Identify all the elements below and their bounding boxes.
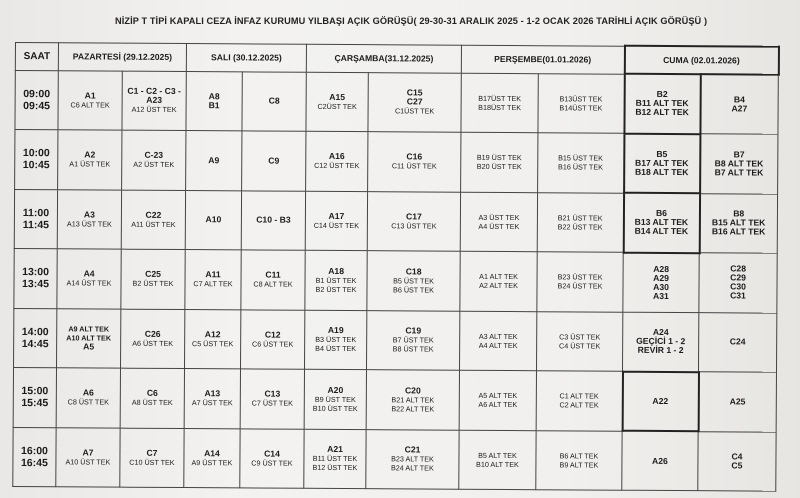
cell-sub-label: C30 — [730, 281, 746, 292]
cell-sub-label: C6 ALT TEK — [70, 100, 110, 110]
schedule-cell — [700, 134, 778, 194]
cell-sub-label: B12 ALT TEK — [635, 107, 689, 118]
time-slot-row — [13, 427, 776, 491]
schedule-cell — [58, 130, 122, 190]
cell-main-label: A7 — [82, 447, 94, 458]
cell-sub-label: B14ÜST TEK — [559, 103, 603, 113]
cell-main-label: B4 — [733, 94, 745, 105]
cell-sub-label: B11 ÜST TEK — [312, 454, 358, 464]
schedule-cell — [186, 131, 242, 191]
schedule-cell — [367, 251, 460, 311]
cell-sub-label: C8 ÜST TEK — [67, 397, 109, 407]
cell-main-label: A3 ÜST TEK — [478, 212, 520, 222]
cell-main-label: C8 — [268, 95, 280, 106]
header-day: PAZARTESİ (29.12.2025) — [58, 42, 186, 71]
cell-sub-label: B21 ALT TEK — [391, 395, 435, 405]
schedule-cell — [186, 71, 242, 131]
schedule-cell — [305, 250, 367, 310]
cell-main-label: C15 — [406, 87, 423, 98]
schedule-cell — [624, 133, 700, 193]
schedule-cell — [366, 429, 459, 489]
schedule-cell — [242, 131, 306, 191]
cell-sub-label: B3 ÜST TEK — [315, 335, 357, 345]
cell-main-label: C4 — [731, 451, 743, 462]
schedule-cell — [623, 312, 699, 372]
cell-sub-label: B10 ALT TEK — [476, 459, 519, 469]
cell-main-label: A4 — [83, 268, 95, 279]
cell-sub-label: C7 ALT TEK — [193, 279, 233, 289]
schedule-cell — [537, 311, 623, 371]
cell-sub-label: C5 ÜST TEK — [191, 338, 234, 349]
schedule-cell — [367, 191, 460, 251]
cell-sub-label: B11 ALT TEK — [635, 98, 689, 109]
cell-main-label: C19 — [405, 325, 422, 336]
cell-sub-label: A10 ALT TEK — [66, 333, 112, 343]
schedule-cell — [240, 369, 304, 429]
schedule-cell — [56, 368, 120, 428]
schedule-cell — [459, 370, 536, 430]
cell-sub-label: B8 ÜST TEK — [392, 344, 434, 354]
schedule-cell — [623, 252, 699, 312]
time-slot-row — [15, 70, 778, 134]
start-time: 15:00 — [21, 385, 49, 398]
schedule-cell — [57, 189, 121, 249]
time-slot-row — [14, 189, 777, 253]
cell-main-label: A5 ALT TEK — [478, 391, 518, 401]
cell-sub-label: B6 ÜST TEK — [393, 285, 434, 295]
cell-sub-label: C2ÜST TEK — [317, 101, 357, 111]
cell-main-label: A9 ALT TEK — [68, 324, 110, 334]
header-day: ÇARŞAMBA(31.12.2025) — [306, 44, 461, 73]
schedule-cell — [622, 371, 698, 431]
cell-sub-label: C4 ÜST TEK — [558, 341, 601, 351]
visit-schedule-table — [12, 41, 779, 492]
schedule-cell — [240, 428, 304, 488]
schedule-cell — [122, 71, 186, 131]
cell-main-label: B2 — [656, 89, 668, 100]
cell-main-label: C28 — [730, 263, 747, 274]
document-title: NİZİP T TİPİ KAPALI CEZA İNFAZ KURUMU YILBAŞI AÇIK GÖRÜŞÜ( 29-30-31 ARALIK 2025 - 1-2 OCAK 2026 TARİHLİ AÇIK GÖRÜŞÜ ) — [115, 16, 708, 26]
cell-main-label: C1 - C2 - C3 - — [127, 85, 181, 97]
cell-main-label: A15 — [329, 91, 346, 102]
cell-main-label: A17 — [328, 210, 345, 221]
schedule-cell — [460, 251, 537, 311]
start-time: 16:00 — [21, 444, 48, 457]
time-slot-row — [15, 130, 778, 194]
schedule-cell — [120, 428, 184, 488]
schedule-cell — [121, 249, 185, 309]
cell-sub-label: C6 ÜST TEK — [251, 339, 294, 349]
cell-sub-label: B22 ALT TEK — [391, 404, 435, 414]
cell-sub-label: C11 ÜST TEK — [391, 161, 437, 171]
schedule-cell — [699, 253, 777, 313]
cell-sub-label: B7 ALT TEK — [714, 167, 764, 178]
cell-main-label: A26 — [652, 455, 668, 466]
cell-main-label: B8 — [733, 208, 745, 219]
cell-main-label: B7 — [733, 149, 745, 160]
start-time: 09:00 — [23, 87, 51, 100]
cell-main-label: A11 — [205, 269, 221, 280]
schedule-cell — [120, 368, 184, 428]
cell-main-label: B13ÜST TEK — [559, 94, 603, 104]
schedule-cell — [699, 193, 777, 253]
cell-sub-label: B24 ÜST TEK — [557, 281, 603, 291]
cell-sub-label: A1 ÜST TEK — [69, 159, 111, 169]
cell-sub-label: B23 ALT TEK — [391, 454, 434, 464]
cell-sub-label: B13 ALT TEK — [634, 217, 689, 228]
cell-sub-label: A23 — [146, 95, 163, 106]
header-day: SALI (30.12.2025) — [186, 43, 306, 72]
cell-main-label: A19 — [327, 325, 344, 336]
cell-sub-label: B14 ALT TEK — [634, 226, 689, 237]
cell-main-label: A18 — [328, 265, 345, 276]
cell-sub-label: A29 — [653, 272, 669, 283]
cell-main-label: A25 — [729, 396, 746, 407]
schedule-cell — [460, 192, 537, 252]
time-slot-row — [14, 248, 777, 312]
schedule-cell — [305, 191, 367, 251]
cell-main-label: A2 — [84, 149, 96, 160]
cell-main-label: B19 ÜST TEK — [476, 153, 522, 163]
cell-sub-label: A30 — [653, 281, 669, 292]
header-day: PERŞEMBE(01.01.2026) — [461, 45, 624, 74]
schedule-cell — [622, 431, 698, 491]
end-time: 14:45 — [21, 337, 49, 350]
cell-main-label: C9 — [268, 155, 280, 166]
cell-main-label: B6 ALT TEK — [559, 451, 599, 461]
cell-sub-label: C27 — [406, 96, 423, 107]
cell-main-label: C21 — [404, 444, 421, 455]
cell-main-label: A12 — [204, 328, 221, 340]
cell-main-label: C10 - B3 — [256, 214, 291, 225]
cell-sub-label: B24 ALT TEK — [390, 463, 434, 473]
cell-sub-label: B18 ALT TEK — [634, 166, 689, 177]
cell-main-label: B23 ÜST TEK — [557, 272, 603, 282]
schedule-cell — [57, 308, 121, 368]
schedule-cell — [367, 310, 460, 370]
schedule-cell — [184, 369, 240, 429]
cell-main-label: C11 — [265, 269, 281, 280]
header-day: CUMA (02.01.2026) — [624, 46, 778, 75]
schedule-cell — [698, 431, 776, 491]
cell-main-label: A16 — [328, 151, 345, 162]
cell-sub-label: A13 ÜST TEK — [66, 219, 112, 229]
cell-sub-label: A6 ALT TEK — [478, 400, 518, 410]
end-time: 10:45 — [22, 159, 50, 172]
schedule-cell — [698, 372, 776, 432]
cell-main-label: B6 — [655, 208, 668, 219]
cell-sub-label: B22 ÜST TEK — [557, 222, 603, 232]
cell-main-label: C-23 — [144, 150, 164, 161]
cell-main-label: C26 — [144, 328, 161, 339]
cell-main-label: A14 — [204, 447, 220, 459]
cell-main-label: A1 — [84, 90, 96, 101]
schedule-cell — [538, 133, 624, 193]
end-time: 11:45 — [22, 218, 50, 231]
cell-sub-label: GEÇİCİ 1 - 2 — [636, 335, 686, 347]
cell-main-label: A28 — [653, 263, 670, 274]
time-cell — [15, 70, 58, 130]
cell-main-label: A10 — [205, 214, 222, 225]
cell-sub-label: B20 ÜST TEK — [476, 162, 522, 172]
cell-main-label: C22 — [145, 209, 162, 220]
cell-main-label: C25 — [145, 269, 161, 280]
schedule-cell — [459, 430, 536, 490]
cell-sub-label: A31 — [653, 290, 669, 301]
end-time: 09:45 — [23, 99, 51, 112]
cell-sub-label: A27 — [731, 103, 748, 114]
cell-main-label: A22 — [652, 395, 669, 406]
start-time: 10:00 — [22, 147, 50, 160]
cell-sub-label: C14 ÜST TEK — [313, 220, 360, 230]
cell-main-label: B5 ALT TEK — [478, 450, 517, 460]
cell-main-label: C13 — [264, 388, 281, 399]
cell-main-label: C16 — [406, 151, 423, 162]
schedule-cell — [623, 193, 699, 253]
cell-main-label: C12 — [264, 329, 281, 340]
cell-sub-label: C13 ÜST TEK — [391, 221, 437, 231]
cell-main-label: C3 ÜST TEK — [559, 332, 601, 342]
cell-main-label: A9 — [208, 154, 220, 165]
cell-sub-label: A12 ÜST TEK — [131, 104, 177, 115]
cell-main-label: A6 — [82, 387, 94, 398]
cell-sub-label: B7 ÜST TEK — [392, 335, 434, 345]
cell-main-label: A3 ALT TEK — [478, 331, 518, 341]
schedule-cell — [241, 250, 305, 310]
schedule-cell — [536, 371, 622, 431]
schedule-cell — [368, 132, 461, 192]
schedule-cell — [185, 309, 241, 369]
schedule-cell — [461, 73, 538, 133]
time-cell — [14, 308, 57, 368]
end-time: 16:45 — [20, 456, 48, 469]
cell-main-label: B15 ÜST TEK — [558, 153, 604, 163]
cell-main-label: A13 — [204, 388, 221, 399]
cell-sub-label: A4 ÜST TEK — [478, 221, 520, 231]
schedule-cell — [121, 309, 185, 369]
cell-sub-label: B9 ÜST TEK — [314, 394, 356, 404]
cell-main-label: C18 — [405, 266, 422, 277]
schedule-cell — [57, 249, 121, 309]
cell-main-label: A24 — [652, 326, 669, 337]
cell-sub-label: B9 ALT TEK — [559, 460, 599, 470]
cell-sub-label: B16 ALT TEK — [711, 226, 766, 237]
cell-sub-label: A10 ÜST TEK — [65, 457, 111, 467]
schedule-cell — [700, 74, 778, 134]
cell-main-label: C7 — [146, 447, 158, 458]
cell-sub-label: B16 ÜST TEK — [558, 162, 603, 172]
cell-main-label: C6 — [146, 388, 158, 399]
cell-main-label: A3 — [83, 209, 95, 220]
schedule-cell — [536, 430, 622, 490]
cell-main-label: C24 — [729, 336, 746, 347]
cell-sub-label: B15 ALT TEK — [711, 217, 766, 228]
schedule-cell — [461, 132, 538, 192]
schedule-cell — [537, 192, 623, 252]
cell-sub-label: A14 ÜST TEK — [66, 278, 112, 288]
cell-sub-label: C8 ALT TEK — [253, 279, 293, 289]
cell-sub-label: A6 ÜST TEK — [132, 338, 174, 348]
time-cell — [13, 427, 56, 487]
schedule-cell — [121, 190, 185, 250]
cell-sub-label: B2 ÜST TEK — [132, 278, 174, 289]
start-time: 14:00 — [21, 325, 49, 338]
cell-sub-label: A2 ALT TEK — [479, 281, 518, 291]
schedule-cell — [624, 74, 700, 134]
cell-sub-label: B4 ÜST TEK — [315, 344, 357, 354]
schedule-cell — [242, 71, 306, 131]
cell-sub-label: B2 ÜST TEK — [315, 284, 357, 294]
schedule-cell — [305, 310, 367, 370]
cell-main-label: C20 — [404, 385, 421, 396]
cell-sub-label: B1 ÜST TEK — [315, 275, 357, 285]
cell-main-label: C17 — [406, 211, 422, 222]
cell-sub-label: A7 ÜST TEK — [191, 398, 233, 408]
cell-sub-label: B10 ÜST TEK — [312, 403, 358, 413]
cell-sub-label: C29 — [730, 272, 746, 283]
cell-sub-label: A4 ALT TEK — [478, 340, 518, 350]
cell-sub-label: A5 — [83, 341, 95, 352]
time-cell — [14, 248, 57, 308]
schedule-cell — [241, 190, 305, 250]
start-time: 13:00 — [22, 266, 50, 279]
cell-sub-label: B1 — [208, 99, 220, 111]
cell-main-label: A21 — [327, 444, 343, 455]
cell-sub-label: C1ÜST TEK — [394, 106, 435, 116]
schedule-cell — [304, 429, 366, 489]
cell-sub-label: C31 — [730, 290, 746, 301]
schedule-cell — [306, 131, 368, 191]
schedule-cell — [122, 130, 186, 190]
schedule-cell — [185, 190, 241, 250]
cell-sub-label: C9 ÜST TEK — [251, 458, 293, 468]
schedule-cell — [460, 311, 537, 371]
cell-sub-label: C7 ÜST TEK — [251, 398, 293, 408]
cell-sub-label: A8 ÜST TEK — [131, 397, 173, 408]
schedule-cell — [184, 428, 240, 488]
cell-sub-label: C10 ÜST TEK — [129, 457, 175, 467]
end-time: 15:45 — [21, 397, 49, 410]
time-cell — [14, 189, 57, 249]
cell-sub-label: A9 ÜST TEK — [191, 457, 233, 468]
cell-sub-label: B8 ALT TEK — [714, 158, 764, 169]
cell-sub-label: C12 ÜST TEK — [314, 161, 360, 171]
cell-main-label: B21 ÜST TEK — [557, 213, 603, 223]
cell-sub-label: B18ÜST TEK — [478, 102, 522, 112]
schedule-cell — [537, 252, 623, 312]
cell-sub-label: C5 — [731, 460, 743, 471]
schedule-cell — [58, 70, 122, 130]
cell-sub-label: C2 ALT TEK — [559, 400, 599, 410]
time-cell — [13, 367, 56, 427]
time-slot-row — [13, 367, 776, 431]
cell-sub-label: REVİR 1 - 2 — [637, 344, 684, 356]
schedule-cell — [699, 312, 777, 372]
cell-main-label: B5 — [656, 148, 668, 159]
start-time: 11:00 — [22, 206, 50, 219]
schedule-cell — [56, 427, 120, 487]
time-cell — [15, 130, 58, 190]
cell-main-label: A20 — [327, 384, 344, 395]
cell-main-label: C1 ALT TEK — [559, 391, 599, 401]
cell-sub-label: A2 ÜST TEK — [133, 159, 175, 170]
schedule-cell — [306, 72, 368, 132]
cell-sub-label: A11 ÜST TEK — [131, 219, 176, 229]
schedule-cell — [368, 72, 461, 132]
cell-sub-label: B12 ÜST TEK — [312, 463, 358, 473]
cell-sub-label: B5 ÜST TEK — [393, 276, 435, 286]
schedule-cell — [366, 370, 459, 430]
cell-main-label: A8 — [208, 90, 220, 102]
cell-main-label: C14 — [264, 448, 280, 459]
end-time: 13:45 — [22, 278, 49, 291]
schedule-cell — [185, 250, 241, 310]
header-saat: SAAT — [15, 42, 58, 70]
schedule-cell — [241, 309, 305, 369]
schedule-cell — [538, 73, 624, 133]
cell-main-label: B17ÜST TEK — [478, 93, 522, 103]
cell-sub-label: B17 ALT TEK — [635, 157, 689, 168]
schedule-cell — [304, 369, 366, 429]
cell-main-label: A1 ALT TEK — [479, 272, 518, 282]
time-slot-row — [14, 308, 777, 372]
